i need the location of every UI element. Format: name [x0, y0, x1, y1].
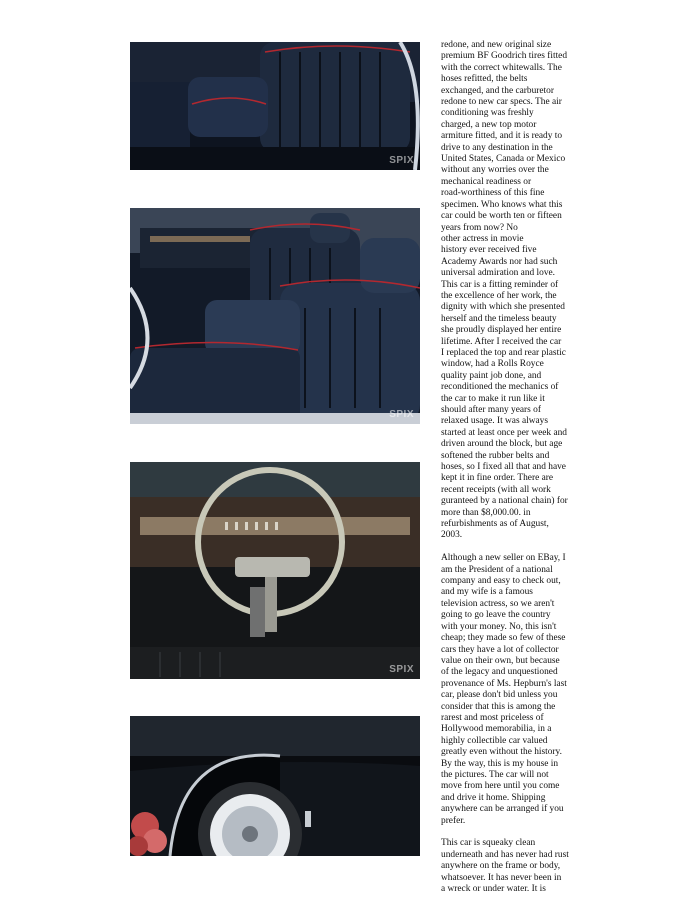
text-line: and drive it home. Shipping: [441, 792, 546, 803]
text-line: the car to make it run like it: [441, 393, 545, 404]
watermark: SPIX: [389, 155, 414, 166]
text-line: without any worries over the: [441, 165, 549, 176]
text-line: mechanical readiness or: [441, 176, 532, 187]
text-line: relaxed usage. It was always: [441, 416, 548, 427]
text-line: car could be worth ten or fifteen: [441, 211, 562, 222]
article-paragraph: [441, 838, 575, 895]
text-line: By the way, this is my house in: [441, 758, 559, 769]
text-line: Academy Awards nor had such: [441, 256, 558, 267]
rear-wheel-exterior-photo: [130, 716, 420, 856]
text-line: with the correct whitewalls. The: [441, 62, 562, 73]
text-line: charged, a new top motor: [441, 119, 537, 130]
text-line: value on their own, but because: [441, 655, 560, 666]
text-line: move from here until you come: [441, 781, 560, 792]
text-line: I replaced the top and rear plastic: [441, 347, 566, 358]
text-line: softened the rubber belts and: [441, 450, 550, 461]
watermark: SPIX: [389, 664, 414, 675]
text-line: anywhere can be arranged if you: [441, 804, 564, 815]
text-line: and my wife is a famous: [441, 587, 533, 598]
text-line: driven around the block, but age: [441, 439, 563, 450]
text-line: premium BF Goodrich tires fitted: [441, 51, 568, 62]
text-line: drive to any destination in the: [441, 142, 553, 153]
rear-seat-armrest-photo: [130, 42, 420, 170]
text-line: exchanged, and the carburetor: [441, 85, 554, 96]
text-line: whatsoever. It has never been in: [441, 872, 562, 883]
text-line: anywhere on the frame or body,: [441, 861, 561, 872]
text-line: lifetime. After I received the car: [441, 336, 562, 347]
text-line: herself and the timeless beauty: [441, 313, 557, 324]
text-line: specimen. Who knows what this: [441, 199, 563, 210]
text-line: universal admiration and love.: [441, 268, 556, 279]
text-line: cheap; they made so few of these: [441, 633, 566, 644]
front-seats-interior-photo: [130, 208, 420, 424]
text-line: television actress, so we aren't: [441, 598, 555, 609]
watermark: SPIX: [389, 409, 414, 420]
text-line: history ever received five: [441, 245, 537, 256]
text-line: dignity with which she presented: [441, 302, 565, 313]
text-line: going to go leave the country: [441, 610, 551, 621]
text-line: underneath and has never had rust: [441, 849, 569, 860]
text-line: prefer.: [441, 815, 466, 826]
text-line: provenance of Ms. Hepburn's last: [441, 678, 567, 689]
text-line: United States, Canada or Mexico: [441, 154, 566, 165]
text-line: recent receipts (with all work: [441, 484, 551, 495]
text-line: window, had a Rolls Royce: [441, 359, 544, 370]
text-line: quality paint job done, and: [441, 370, 542, 381]
text-line: am the President of a national: [441, 564, 553, 575]
text-line: cars they have a lot of collector: [441, 644, 559, 655]
article-text-column: [441, 40, 575, 907]
text-line: company and easy to check out,: [441, 576, 561, 587]
text-line: road-worthiness of this fine: [441, 188, 545, 199]
text-line: armiture fitted, and it is ready to: [441, 131, 563, 142]
text-line: more than $8,000.00. in: [441, 507, 531, 518]
text-line: greatly even without the history.: [441, 747, 562, 758]
text-line: kept it in fine order. There are: [441, 473, 554, 484]
text-line: the excellence of her work, the: [441, 290, 557, 301]
text-line: highly collectible car valued: [441, 735, 548, 746]
text-line: rarest and most priceless of: [441, 712, 544, 723]
text-line: Hollywood memorabilia, in a: [441, 724, 552, 735]
article-paragraph: [441, 553, 575, 827]
text-line: This car is a fitting reminder of: [441, 279, 559, 290]
text-line: hoses refitted, the belts: [441, 74, 528, 85]
text-line: years from now? No: [441, 222, 518, 233]
text-line: with your money. No, this isn't: [441, 621, 557, 632]
text-line: car, please don't bid unless you: [441, 690, 558, 701]
text-line: a wreck or under water. It is: [441, 884, 546, 895]
article-paragraph: [441, 40, 575, 542]
text-line: consider that this is among the: [441, 701, 556, 712]
text-line: should after many years of: [441, 405, 541, 415]
steering-wheel-dashboard-photo: [130, 462, 420, 679]
text-line: guranteed by a national chain) for: [441, 496, 568, 507]
text-line: she proudly displayed her entire: [441, 325, 562, 336]
text-line: of the legacy and unquestioned: [441, 667, 558, 678]
text-line: redone to new car specs. The air: [441, 97, 562, 108]
text-line: redone, and new original size: [441, 40, 552, 50]
text-line: the pictures. The car will not: [441, 769, 549, 780]
text-line: reconditioned the mechanics of: [441, 382, 559, 393]
text-line: conditioning was freshly: [441, 108, 534, 119]
text-line: other actress in movie: [441, 233, 524, 244]
text-line: Although a new seller on EBay, I: [441, 553, 566, 564]
text-line: 2003.: [441, 530, 463, 541]
text-line: hoses, so I fixed all that and have: [441, 462, 566, 473]
text-line: refurbishments as of August,: [441, 519, 549, 530]
text-line: started at least once per week and: [441, 427, 567, 438]
text-line: This car is squeaky clean: [441, 838, 536, 849]
